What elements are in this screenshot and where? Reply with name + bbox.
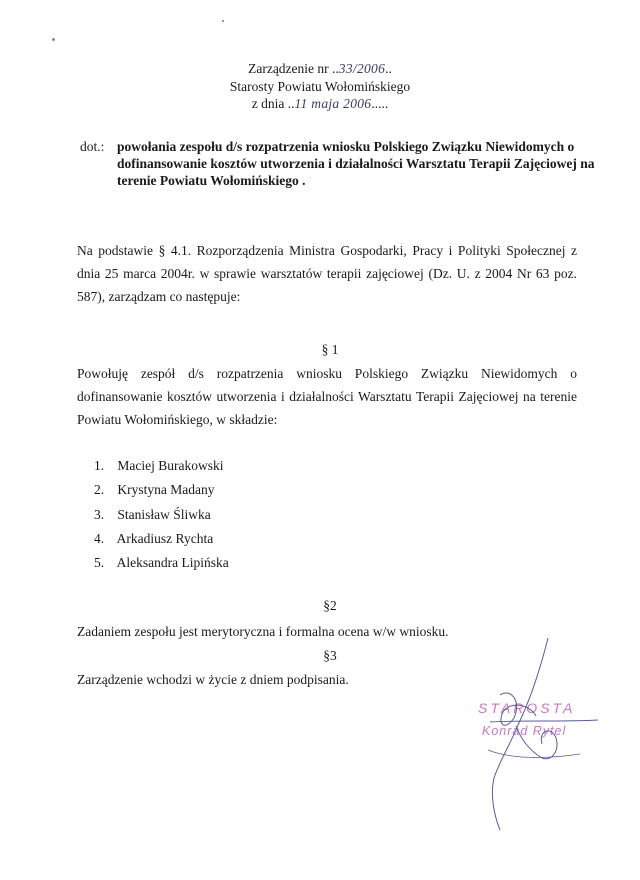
handwritten-decree-number: 33/2006: [338, 61, 386, 76]
section-1-heading: § 1: [321, 342, 339, 357]
section-1-text: Powołuję zespół d/s rozpatrzenia wniosku Polskiego Związku Niewidomych o dofinansowanie kosztów utworzenia i działalności Warsztatu Terapii Zajęciowej na terenie Powiatu Wołomińskiego, w składzie:: [77, 366, 577, 427]
member-name: Stanisław Śliwka: [117, 506, 211, 522]
list-item: [94, 553, 229, 577]
decree-number-label: Zarządzenie nr ..: [248, 61, 339, 76]
subject-text: powołania zespołu d/s rozpatrzenia wniosku Polskiego Związku Niewidomych o dofinansowanie kosztów utworzenia i działalności Warsztatu Terapii Zajęciowej na terenie Powiatu Wołomińskiego .: [117, 139, 595, 188]
member-name: Arkadiusz Rychta: [116, 530, 214, 546]
signature-scribble: [470, 630, 610, 840]
list-number: 2.: [94, 482, 105, 498]
list-number: 5.: [94, 555, 105, 571]
list-item: [94, 505, 229, 529]
section-2-text: Zadaniem zespołu jest merytoryczna i formalna ocena w/w wniosku.: [77, 624, 449, 639]
subject-label: dot.:: [80, 139, 105, 154]
date-line: [0, 95, 640, 112]
scan-speck: [52, 38, 55, 41]
stamp-title: STAROSTA: [478, 700, 576, 716]
date-label: z dnia ..: [251, 96, 295, 111]
decree-number-dots: ..: [385, 61, 392, 76]
date-dots: .....: [371, 96, 389, 111]
list-item: [94, 456, 229, 480]
handwritten-date: 11 maja 2006: [294, 96, 372, 111]
preamble-paragraph: Na podstawie § 4.1. Rozporządzenia Ministra Gospodarki, Pracy i Polityki Społecznej z dnia 25 marca 2004r. w sprawie warsztatów terapii zajęciowej (Dz. U. z 2004 Nr 63 poz. 587), zarządzam co następuje:: [77, 243, 577, 304]
list-number: 4.: [94, 530, 105, 546]
section-3-heading: §3: [323, 648, 337, 663]
list-item: [94, 480, 229, 504]
member-name: Maciej Burakowski: [117, 458, 224, 473]
member-name: Krystyna Madany: [117, 482, 215, 498]
list-number: 1.: [94, 458, 105, 473]
section-2-heading: §2: [323, 598, 337, 613]
scan-speck: [222, 20, 224, 22]
issuer-line: Starosty Powiatu Wołomińskiego: [229, 79, 411, 94]
stamp-name: Konrad Rytel: [482, 724, 567, 738]
member-list: [94, 456, 229, 577]
section-3-text: Zarządzenie wchodzi w życie z dniem podpisania.: [77, 672, 349, 687]
member-name: Aleksandra Lipińska: [116, 555, 229, 571]
subject-block: [80, 138, 600, 189]
list-number: 3.: [94, 506, 105, 522]
decree-number-line: [0, 60, 640, 77]
list-item: [94, 529, 229, 553]
